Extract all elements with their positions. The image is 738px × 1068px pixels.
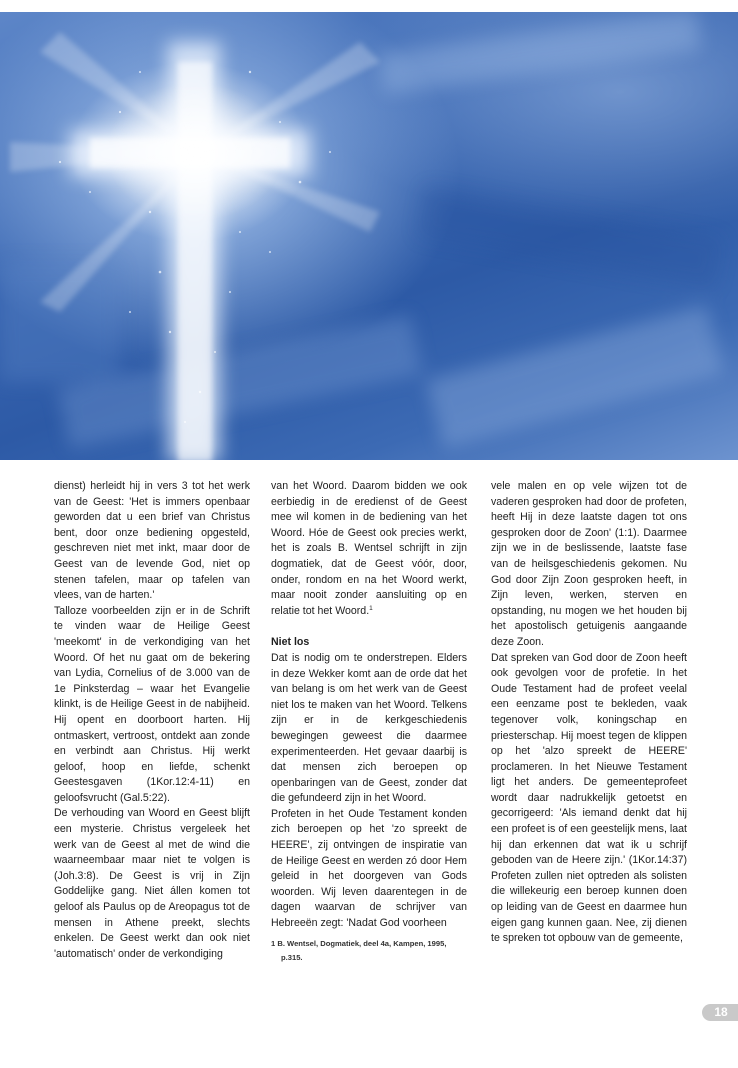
body-paragraph: dienst) herleidt hij in vers 3 tot het werk van de Geest: 'Het is immers openbaar geworden dat u een brief van Christus bent, door onze bediening opgesteld, geschreven niet met inkt, maar door de Geest van de levende God, niet op stenen tafelen, maar op tafelen van vlees, van de harten.': [54, 480, 250, 602]
body-paragraph: Profeten in het Oude Testament konden zich beroepen op het 'zo spreekt de HEERE', zij ontvingen de inspiratie van de Heilige Geest en werden zó door Hem geleid in het doorgeven van Gods woorden. Wij leven daarentegen in de dagen waarvan de schrijver van Hebreeën zegt: 'Nadat God voorheen: [271, 807, 467, 930]
footnote-reference: 1: [369, 604, 373, 612]
body-paragraph: Talloze voorbeelden zijn er in de Schrift te vinden waar de Heilige Geest 'meekomt' in de verkondiging van het Woord. Of het nu gaat om de bekering van Lydia, Cornelius of de 3.000 van de 1e Pinksterdag – waar het Evangelie klinkt, is de Heilige Geest in de nabijheid. Hij opent en doorboort harten. Hij ontmaskert, vertroost, ontdekt aan zonde en verbindt aan Christus. Hij werkt geloof, hoop en liefde, schenkt Geestesgaven (1Kor.12:4-11) en geloofsvrucht (Gal.5:22).: [54, 604, 250, 804]
body-paragraph: Dat spreken van God door de Zoon heeft ook gevolgen voor de profetie. In het Oude Testament had de profeet veelal een eenzame post te bekleden, vaak tegenover volk, koningschap en priesterschap. Hij moest tegen de klippen op het 'alzo spreekt de HEERE' proclameren. In het Nieuwe Testament ligt het anders. De gemeenteprofeet wordt daar nadrukkelijk getoetst en gecorrigeerd: 'Als iemand denkt dat hij een profeet is of een geestelijk mens, laat hij dan erkennen dat wat ik u schrijf geboden van de Heere zijn.' (1Kor.14:37) Profeten zullen niet optreden als solisten die willekeurig een beroep kunnen doen op leiding van de Geest en daarmee hun eigen gang kunnen gaan. Nee, zij dienen te spreken tot opbouw van de gemeente,: [491, 651, 687, 945]
article-column-2: [271, 479, 467, 965]
section-heading: Niet los: [271, 636, 310, 649]
body-paragraph: vele malen en op vele wijzen tot de vaderen gesproken had door de profeten, heeft Hij in deze laatste dagen tot ons gesproken door de Zoon' (1:1). Daarmee zijn we in de beslissende, laatste fase van de heilsgeschiedenis gekomen. Nu God door Zijn Zoon gesproken heeft, in Zijn leven, werken, sterven en opstanding, nu mogen we het houden bij het apostolisch getuigenis aangaande deze Zoon.: [491, 480, 687, 648]
body-paragraph: De verhouding van Woord en Geest blijft een mysterie. Christus vergeleek het werk van de Geest al met de wind die waarneembaar maar niet te volgen is (Joh.3:8). De Geest is vrij in Zijn Goddelijke gang. Niet állen komen tot geloof als Paulus op de Areopagus tot de mensen in Athene preekt, slechts enkelen. De Geest werkt dan ook niet 'automatisch' onder de verkondiging: [54, 807, 250, 960]
hero-cross-image: [0, 12, 738, 460]
cross-icon: [0, 12, 738, 460]
page-number: 18: [702, 1004, 738, 1021]
body-paragraph: [271, 479, 467, 619]
body-paragraph: Dat is nodig om te onderstrepen. Elders in deze Wekker komt aan de orde dat het van belang is om het werk van de Geest niet los te maken van het Woord. Telkens zijn er in de kerkgeschiedenis bewegingen geweest die daarmee experimenteerden. Het gevaar daarbij is dat mensen zich beroepen op openbaringen van de Geest, zonder dat die gefundeerd zijn in het Woord.: [271, 651, 467, 805]
footnote: 1 B. Wentsel, Dogmatiek, deel 4a, Kampen, 1995, p.315.: [271, 938, 447, 962]
paragraph-text: van het Woord. Daarom bidden we ook eerbiedig in de eredienst of de Geest mee wil komen in de bediening van het Woord. Hóe de Geest ook precies werkt, het is zoals B. Wentsel schrijft in zijn dogmatiek, dat de Geest vóór, door, onder, rondom en na het Woord werkt, maar nooit zonder aansluiting op en relatie tot het Woord.: [271, 480, 467, 617]
article-column-1: [54, 479, 250, 962]
article-column-3: [491, 479, 687, 947]
